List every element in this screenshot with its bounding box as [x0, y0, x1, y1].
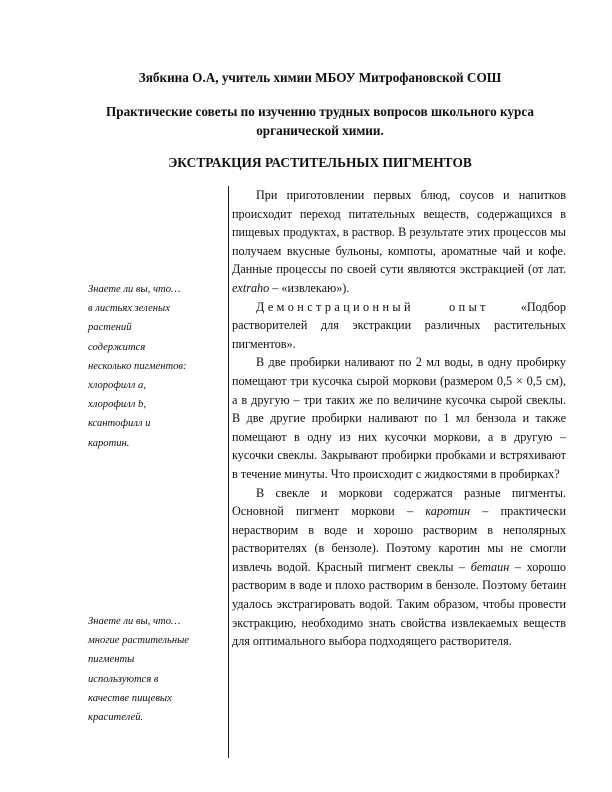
subtitle-line-1: Практические советы по изучению трудных вопросов школьного курса	[106, 104, 534, 119]
author-line: Зябкина О.А, учитель химии МБОУ Митрофановской СОШ	[138, 70, 502, 85]
note-line: красителей.	[88, 712, 144, 724]
main-text	[232, 186, 566, 651]
paragraph-procedure: В две пробирки наливают по 2 мл воды, в одну пробирку помещают три кусочка сырой моркови (размером 0,5 × 0,5 см), а в другую – три таких же по величине кусочка сырой свеклы. В две другие пробирки наливают по 1 мл бензола и также помещают в одну из них кусочки моркови, а в другую – кусочки свеклы. Закрывают пробирки пробками и встряхивают в течение минуты. Что происходит с жидкостями в пробирках?	[232, 355, 566, 481]
note-line: ксантофилл и	[88, 418, 151, 430]
note-line: несколько пигментов:	[88, 360, 187, 372]
note-line: в листьях зеленых	[88, 303, 170, 315]
demo-label: Демонстрационный опыт	[256, 299, 489, 314]
note-line: Знаете ли вы, что…	[88, 616, 181, 627]
paragraph-intro: При приготовлении первых блюд, соусов и напитков происходит переход питательных веществ, содержащихся в пищевых продуктах, в раствор. В результате этих процессов мы получаем вкусные бульоны, компоты, ароматные чай и кофе. Данные процессы по своей сути являются экстракцией (от лат. extraho – «извлекаю»).	[232, 188, 566, 295]
sidebar-note-pigments	[88, 280, 222, 453]
note-line: используются в	[88, 673, 159, 685]
note-line: хлорофилл a,	[88, 380, 146, 392]
column-divider	[228, 186, 229, 758]
paragraph-explanation: В свекле и моркови содержатся разные пигменты. Основной пигмент моркови – каротин – практически нерастворим в воде и хорошо растворим в неполярных растворителях (в бензоле). Поэтому каротин мы не смогли извлечь водой. Красный пигмент свеклы – бетаин – хорошо растворим в воде и плохо растворим в бензоле. Поэтому бетаин удалось экстрагировать водой. Таким образом, чтобы провести экстракцию, необходимо знать свойства извлекаемых веществ для оптимального выбора подходящего растворителя.	[232, 485, 567, 649]
note-line: каротин.	[88, 437, 130, 449]
sidebar-note-dyes	[88, 612, 222, 727]
latin-term: extraho	[232, 280, 270, 295]
note-line: пигменты	[88, 654, 135, 666]
page-title: ЭКСТРАКЦИЯ РАСТИТЕЛЬНЫХ ПИГМЕНТОВ	[168, 155, 472, 170]
subtitle	[60, 102, 580, 140]
paragraph-demo-heading: Демонстрационный опыт «Подбор растворителей для экстракции различных растительных пигментов».	[232, 299, 566, 351]
subtitle-line-2: органической химии.	[256, 123, 384, 138]
term-betain: бетаин	[470, 559, 510, 574]
note-line: содержится	[88, 341, 146, 353]
term-karotin: каротин	[425, 504, 470, 519]
note-line: Знаете ли вы, что…	[88, 284, 181, 295]
note-line: растений	[88, 322, 132, 334]
note-line: качестве пищевых	[88, 692, 172, 704]
note-line: хлорофилл b,	[88, 399, 146, 411]
note-line: многие растительные	[88, 635, 189, 647]
